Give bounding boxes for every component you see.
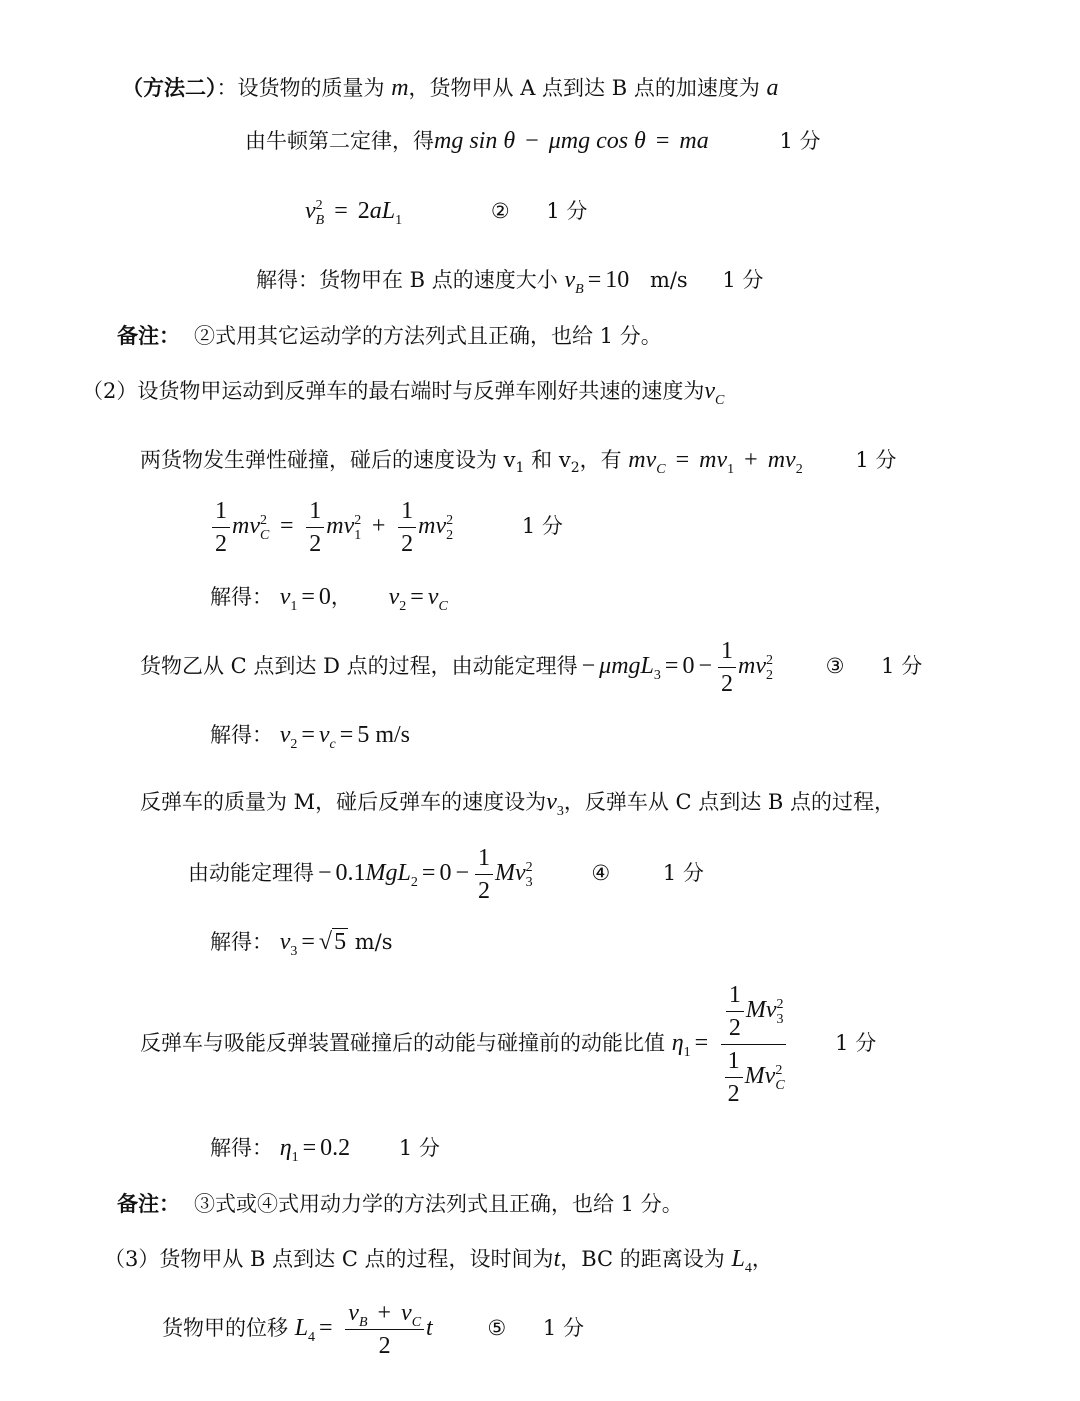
displacement-line: 货物甲的位移 $L_4$ = $\frac{v_B + v_C}{2}$ t ⑤ 1 分 — [162, 1300, 584, 1359]
newton-second-law-line — [245, 126, 820, 156]
part-3-intro: （3）货物甲从 B 点到达 C 点的过程，设时间为t，BC 的距离设为 $L_4$， — [104, 1246, 773, 1276]
rebound-car-line: 反弹车的质量为 M，碰后反弹车的速度设为$v_3$，反弹车从 C 点到达 B 点的过程， — [140, 789, 896, 819]
score-1: 1 分 — [779, 129, 821, 153]
eta-value: 0.2 — [320, 1135, 351, 1161]
collision-and: 和 v — [524, 448, 571, 472]
solve-v2-text: 解得： — [210, 723, 273, 747]
note-2 — [117, 1189, 683, 1219]
method-two-text: ：设货物的质量为 — [216, 76, 385, 100]
method-two-label: （方法二） — [122, 75, 217, 100]
part-2-intro: （2）设货物甲运动到反弹车的最右端时与反弹车刚好共速的速度为$v_C$ — [82, 378, 725, 408]
displacement-text: 货物甲的位移 — [162, 1316, 288, 1340]
rebound-car-tail: ，反弹车从 C 点到达 B 点的过程， — [563, 790, 896, 814]
score-7: 1 分 — [662, 861, 704, 885]
solve-eta-text: 解得： — [210, 1136, 273, 1160]
energy-conservation-line: $\frac{1}{2}$ $mv^2_C$ = $\frac{1}{2}$ $mv^2_1$ + $\frac{1}{2}$ $mv^2_2$ 1 分 — [210, 496, 563, 559]
score-10: 1 分 — [542, 1316, 584, 1340]
work-energy-text: 货物乙从 C 点到达 D 点的过程，由动能定理得 — [140, 654, 578, 678]
score-3: 1 分 — [722, 268, 764, 292]
solve-v3-line: 解得： $v_3 = √5$ m/s — [210, 929, 393, 959]
score-4: 1 分 — [855, 448, 897, 472]
score-8: 1 分 — [835, 1031, 877, 1055]
energy-ratio-text: 反弹车与吸能反弹装置碰撞后的动能与碰撞前的动能比值 — [140, 1031, 665, 1055]
note-1 — [117, 321, 662, 351]
note-2-text: ③式或④式用动力学的方法列式且正确，也给 1 分。 — [194, 1192, 683, 1216]
car-energy-line: 由动能定理得 − 0.1MgL$_2$ = 0 − $\frac{1}{2}$ $Mv^2_3$ ④ 1 分 — [188, 845, 704, 904]
circle-mark-2: ② — [490, 199, 510, 223]
solve-v3-text: 解得： — [210, 930, 273, 954]
var-t: t — [553, 1246, 561, 1272]
solve-v1-sep: ， — [330, 585, 352, 609]
circle-mark-4: ④ — [591, 861, 611, 885]
vb-value: 10 — [605, 267, 630, 293]
solve-eta-line: 解得： $\eta_1 = 0.2$ 1 分 — [210, 1135, 440, 1165]
var-a: a — [766, 75, 779, 101]
energy-ratio-line: 反弹车与吸能反弹装置碰撞后的动能与碰撞前的动能比值 $\eta_1$ = $\frac{1}{2}$ $Mv^2_3$ $\frac{1}{2}$ $Mv^2_C$ 1 分 — [140, 982, 877, 1107]
car-energy-text: 由动能定理得 — [188, 861, 314, 885]
collision-text: 两货物发生弹性碰撞，碰后的速度设为 v — [140, 448, 516, 472]
method-two-mid: ，货物甲从 A 点到达 B 点的加速度为 — [408, 76, 760, 100]
note-1-label: 备注： — [117, 323, 180, 348]
newton-text: 由牛顿第二定律，得 — [245, 129, 434, 153]
note-2-label: 备注： — [117, 1191, 180, 1216]
v2-value: 5 m/s — [357, 722, 410, 748]
solve-v1-text: 解得： — [210, 585, 273, 609]
elastic-collision-line: 两货物发生弹性碰撞，碰后的速度设为 $v_1$ 和 $v_2$，有 $mv_C = mv_1 + mv_2$ 1 分 — [140, 447, 897, 477]
part-3-text: （3）货物甲从 B 点到达 C 点的过程，设时间为 — [104, 1247, 554, 1271]
circle-mark-3: ③ — [825, 654, 845, 678]
part-3-tail: ， — [751, 1247, 773, 1271]
part-2-text: （2）设货物甲运动到反弹车的最右端时与反弹车刚好共速的速度为 — [82, 379, 705, 403]
solve-vb-text: 解得：货物甲在 B 点的速度大小 — [256, 268, 558, 292]
equation-2: $v^2_B = 2aL_1$ — [305, 198, 403, 228]
note-1-text: ②式用其它运动学的方法列式且正确，也给 1 分。 — [194, 324, 662, 348]
circle-mark-5: ⑤ — [487, 1316, 507, 1340]
var-m: m — [391, 75, 409, 101]
collision-comma: ，有 — [579, 448, 622, 472]
newton-equation: mg sin θ − μmg cos θ = ma — [434, 128, 709, 154]
method-two-line — [122, 73, 779, 103]
v3-unit: m/s — [348, 930, 393, 954]
kinematics-equation-line — [305, 196, 587, 226]
part-3-mid: ，BC 的距离设为 — [560, 1247, 725, 1271]
work-energy-line: 货物乙从 C 点到达 D 点的过程，由动能定理得 − μmgL$_3$ = 0 − $\frac{1}{2}$ $mv^2_2$ ③ 1 分 — [140, 638, 923, 697]
score-5: 1 分 — [521, 514, 563, 538]
momentum-equation: $mv_C = mv_1 + mv_2$ — [628, 447, 803, 477]
solve-v2-line: 解得： $v_2 = v_c = 5$ m/s — [210, 722, 410, 752]
score-9: 1 分 — [398, 1136, 440, 1160]
v3-sqrt-value: 5 — [334, 929, 347, 955]
score-2: 1 分 — [546, 199, 588, 223]
vb-unit: m/s — [649, 268, 688, 292]
solve-vb-line: 解得：货物甲在 B 点的速度大小 $v_B = 10$ m/s 1 分 — [256, 267, 764, 297]
rebound-car-text: 反弹车的质量为 M，碰后反弹车的速度设为 — [140, 790, 547, 814]
solve-v1-v2-line: 解得： $v_1 = 0$， $v_2 = v_C$ — [210, 584, 448, 614]
score-6: 1 分 — [881, 654, 923, 678]
